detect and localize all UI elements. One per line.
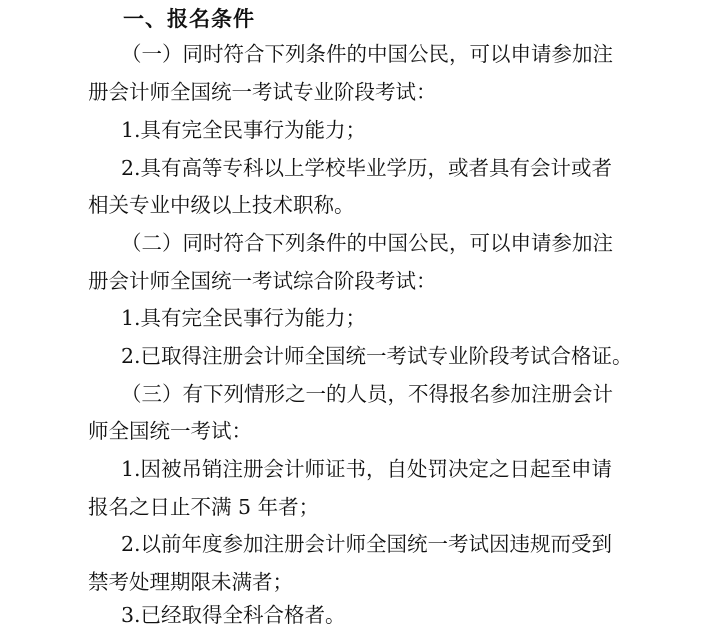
paragraph-line: 册会计师全国统一考试综合阶段考试： [88, 269, 437, 293]
paragraph-line: 3.已经取得全科合格者。 [121, 603, 346, 627]
paragraph-line: （三）有下列情形之一的人员，不得报名参加注册会计 [121, 382, 613, 406]
paragraph-line: 2.具有高等专科以上学校毕业学历，或者具有会计或者 [121, 156, 613, 180]
paragraph-line: 1.具有完全民事行为能力； [121, 118, 367, 142]
paragraph-line: 师全国统一考试： [88, 419, 252, 443]
paragraph-line: 2.以前年度参加注册会计师全国统一考试因违规而受到 [121, 532, 613, 556]
paragraph-line: 册会计师全国统一考试专业阶段考试： [88, 80, 437, 104]
paragraph-line: 报名之日止不满 5 年者； [88, 495, 320, 519]
paragraph-line: 1.因被吊销注册会计师证书，自处罚决定之日起至申请 [121, 457, 613, 481]
paragraph-line: （二）同时符合下列条件的中国公民，可以申请参加注 [121, 231, 613, 255]
section-heading: 一、报名条件 [123, 7, 255, 31]
paragraph-line: （一）同时符合下列条件的中国公民，可以申请参加注 [121, 42, 613, 66]
paragraph-line: 禁考处理期限未满者； [88, 570, 293, 594]
paragraph-line: 2.已取得注册会计师全国统一考试专业阶段考试合格证。 [121, 344, 633, 368]
paragraph-line: 1.具有完全民事行为能力； [121, 306, 367, 330]
paragraph-line: 相关专业中级以上技术职称。 [88, 193, 355, 217]
